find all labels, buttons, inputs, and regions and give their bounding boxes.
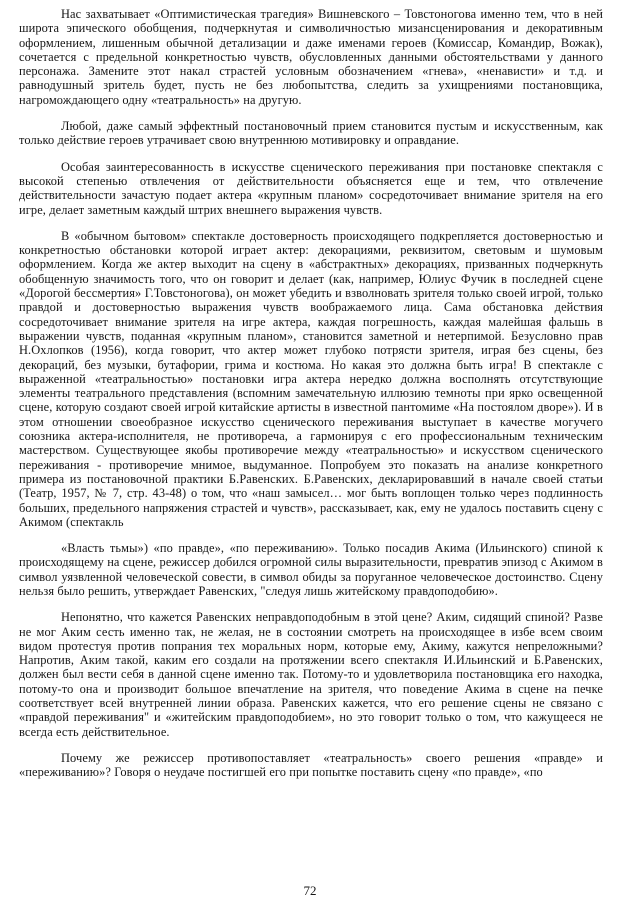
paragraph: «Власть тьмы») «по правде», «по переживанию». Только посадив Акима (Ильинского) спиной к происходящему на сцене, режиссер добился огромной силы выразительности, превратив эпизод с Акимом в символ уязвленной человеческой совести, в символ обиды за поруганное человеческое достоинство. Сцену нельзя было решить, утверждает Равенских, "следуя лишь житейскому правдоподобию». — [19, 541, 603, 598]
paragraph: Непонятно, что кажется Равенских неправдоподобным в этой цене? Аким, сидящий спиной? Разве не мог Аким сесть именно так, не желая, не в состоянии смотреть на происходящее в избе всем своим видом протестуя против попрания тех моральных норм, которые ему, Акиму, кажутся непреложными? Напротив, Аким такой, каким его создали на протяжении всего спектакля И.Ильинский и Б.Равенских, должен был вести себя в данной сцене именно так. Потому-то и удовлетворила постановщика его находка, потому-то она и производит большое впечатление на зрителя, что поведение Акима в сцене на печке соответствует всей внутренней линии образа. Равенских кажется, что его решение сцены не связано с «правдой переживания" и «житейским правдоподобием», но это говорит только о том, что кажущееся не всегда есть действительное. — [19, 610, 603, 739]
paragraph: Нас захватывает «Оптимистическая трагедия» Вишневского – Товстоногова именно тем, что в ней широта эпического обобщения, подчеркнутая и символичностью мизансценирования и декоративным оформлением, лишенным обычной детализации и даже именами героев (Комиссар, Командир, Вожак), сочетается с предельной конкретностью чувств, обусловленных данными обстоятельствами у данного персонажа. Замените этот накал страстей условным обозначением «гнева», «ненависти» и т.д. и равнодушный зритель будет, пусть не без любопытства, следить за ухищрениями постановщика, нагромождающего одну «театральность» на другую. — [19, 7, 603, 107]
paragraph: Любой, даже самый эффектный постановочный прием становится пустым и искусственным, как только действие героев утрачивает свою внутреннюю мотивировку и оправдание. — [19, 119, 603, 148]
text-content — [19, 7, 603, 780]
paragraph: Почему же режиссер противопоставляет «театральность» своего решения «правде» и «переживанию»? Говоря о неудаче постигшей его при попытке поставить сцену «по правде», «по — [19, 750, 603, 780]
page-number: 72 — [303, 883, 317, 898]
paragraph: Особая заинтересованность в искусстве сценического переживания при постановке спектакля с высокой степенью отвлечения от действительности объясняется еще и тем, что отвлечение действительности зачастую подает актера «крупным планом» сосредоточивает внимание зрителя на его игре, делает заметным каждый штрих внешнего выражения чувств. — [19, 159, 603, 217]
paragraph: В «обычном бытовом» спектакле достоверность происходящего подкрепляется достоверностью и конкретностью обстановки которой играет актер: декорациями, реквизитом, световым и шумовым оформлением. Когда же актер выходит на сцену в «абстрактных» декорациях, призванных подчеркнуть обобщенную значимость того, что он говорит и делает (как, например, Юлиус Фучик в последней сцене «Дорогой бессмертия» Г.Товстоногова), он может убедить и взволновать зрителя только своей игрой, только правдой и достоверностью выражения чувств воображаемого лица. Сама обстановка действия сосредоточивает внимание зрителя на игре актера, каждая погрешность, каждая малейшая фальшь в выражении чувств, поданная «крупным планом», становится заметной и нетерпимой. Безусловно прав Н.Охлопков (1956), когда говорит, что актер может глубоко потрясти зрителя, играя без сцены, без декораций, без музыки, бутафории, грима и костюма. Но какая это должна быть игра! В спектакле с выраженной «театральностью» постановки игра актера нередко должна восполнять отсутствующие элементы театрального представления (вспомним замечательную иллюзию темноты при ярко освещенной сцене, которую создают своей игрой китайские артисты в известной пантомиме «На постоялом дворе»). И в этом отношении своеобразное искусство сценического переживания выступает в качестве могучего союзника актера-исполнителя, не противореча, а гармонируя с его профессиональным техническим мастерством. Существующее якобы противоречие между «театральностью» и искусством сценического переживания - противоречие мнимое, выдуманное. Попробуем это показать на анализе конкретного примера из постановочной практики Б.Равенских. Б.Равенских, декларировавший в начале своей статьи (Театр, 1957, № 7, стр. 43-48) о том, что «наш замысел… мог быть воплощен только через подлинность больших, предельного напряжения страстей и чувств», рассказывает, как, ему не удалось поставить сцену с Акимом (спектакль — [19, 228, 603, 529]
